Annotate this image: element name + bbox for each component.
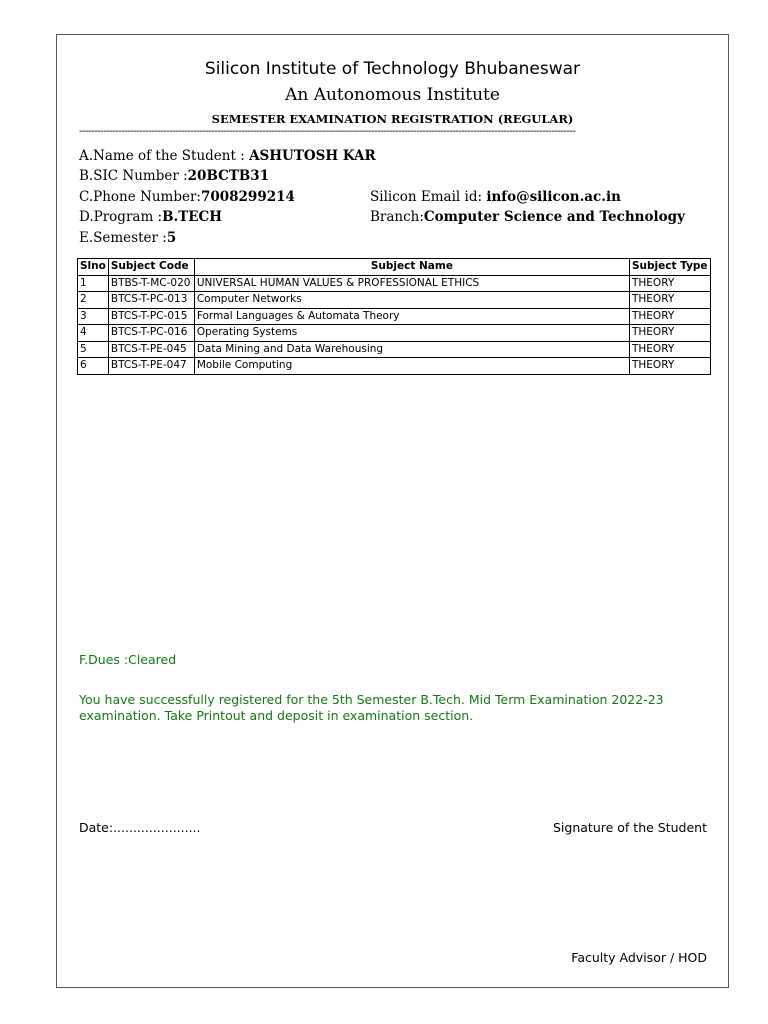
cell-subject-code: BTCS-T-PE-047 bbox=[108, 358, 194, 375]
table-header-row bbox=[78, 259, 711, 276]
table-row bbox=[78, 358, 711, 375]
header-slno: Slno bbox=[78, 259, 109, 276]
subjects-table bbox=[77, 258, 711, 375]
header-subject-name: Subject Name bbox=[194, 259, 629, 276]
student-name-value: ASHUTOSH KAR bbox=[249, 148, 376, 164]
separator-line: --------------------------------------------------------------------------------------------------------------------------------------------------------------------- bbox=[79, 126, 576, 137]
institute-name: Silicon Institute of Technology Bhubaneswar bbox=[204, 59, 581, 79]
cell-subject-name: UNIVERSAL HUMAN VALUES & PROFESSIONAL ETHICS bbox=[194, 275, 629, 292]
form-title: SEMESTER EXAMINATION REGISTRATION (REGULAR) bbox=[211, 112, 574, 126]
header-subject-type: Subject Type bbox=[629, 259, 710, 276]
sic-number-row bbox=[79, 166, 269, 186]
program-row bbox=[79, 207, 222, 227]
cell-subject-type: THEORY bbox=[629, 308, 710, 325]
cell-slno: 4 bbox=[78, 325, 109, 342]
table-row bbox=[78, 292, 711, 309]
email-value: info@silicon.ac.in bbox=[486, 189, 621, 205]
institute-subtitle: An Autonomous Institute bbox=[285, 85, 500, 105]
cell-slno: 1 bbox=[78, 275, 109, 292]
date-field: Date:...................... bbox=[79, 820, 201, 835]
cell-slno: 2 bbox=[78, 292, 109, 309]
cell-subject-code: BTCS-T-PE-045 bbox=[108, 341, 194, 358]
faculty-signature-label: Faculty Advisor / HOD bbox=[571, 950, 707, 965]
semester-value: 5 bbox=[166, 230, 177, 246]
table-row bbox=[78, 308, 711, 325]
cell-subject-code: BTCS-T-PC-016 bbox=[108, 325, 194, 342]
cell-subject-type: THEORY bbox=[629, 275, 710, 292]
cell-subject-name: Formal Languages & Automata Theory bbox=[194, 308, 629, 325]
registration-success-message: You have successfully registered for the 5th Semester B.Tech. Mid Term Examination 2022-23 examination. Take Printout and deposit in examination section. bbox=[79, 692, 664, 723]
cell-subject-name: Operating Systems bbox=[194, 325, 629, 342]
program-label: D.Program : bbox=[79, 209, 163, 225]
cell-slno: 6 bbox=[78, 358, 109, 375]
email-label: Silicon Email id: bbox=[370, 189, 487, 205]
email-row bbox=[370, 187, 621, 207]
cell-subject-name: Data Mining and Data Warehousing bbox=[194, 341, 629, 358]
phone-value: 7008299214 bbox=[200, 189, 295, 205]
student-name-label: A.Name of the Student : bbox=[79, 148, 250, 164]
table-row bbox=[78, 275, 711, 292]
table-row bbox=[78, 325, 711, 342]
cell-subject-type: THEORY bbox=[629, 325, 710, 342]
phone-row bbox=[79, 187, 295, 207]
header-subject-code: Subject Code bbox=[108, 259, 194, 276]
cell-subject-type: THEORY bbox=[629, 341, 710, 358]
sic-number-label: B.SIC Number : bbox=[79, 168, 188, 184]
cell-subject-code: BTCS-T-PC-015 bbox=[108, 308, 194, 325]
program-value: B.TECH bbox=[162, 209, 223, 225]
phone-label: C.Phone Number: bbox=[79, 189, 201, 205]
branch-value: Computer Science and Technology bbox=[423, 209, 685, 225]
cell-subject-type: THEORY bbox=[629, 292, 710, 309]
cell-subject-type: THEORY bbox=[629, 358, 710, 375]
branch-label: Branch: bbox=[370, 209, 424, 225]
student-signature-label: Signature of the Student bbox=[553, 820, 707, 835]
cell-subject-code: BTCS-T-PC-013 bbox=[108, 292, 194, 309]
table-row bbox=[78, 341, 711, 358]
cell-subject-code: BTBS-T-MC-020 bbox=[108, 275, 194, 292]
document-header bbox=[56, 56, 729, 128]
branch-row bbox=[370, 207, 685, 227]
cell-subject-name: Mobile Computing bbox=[194, 358, 629, 375]
dues-status: F.Dues :Cleared bbox=[79, 652, 177, 667]
sic-number-value: 20BCTB31 bbox=[187, 168, 270, 184]
semester-row bbox=[79, 228, 176, 248]
student-name-row bbox=[79, 146, 376, 166]
cell-slno: 5 bbox=[78, 341, 109, 358]
cell-slno: 3 bbox=[78, 308, 109, 325]
semester-label: E.Semester : bbox=[79, 230, 167, 246]
cell-subject-name: Computer Networks bbox=[194, 292, 629, 309]
